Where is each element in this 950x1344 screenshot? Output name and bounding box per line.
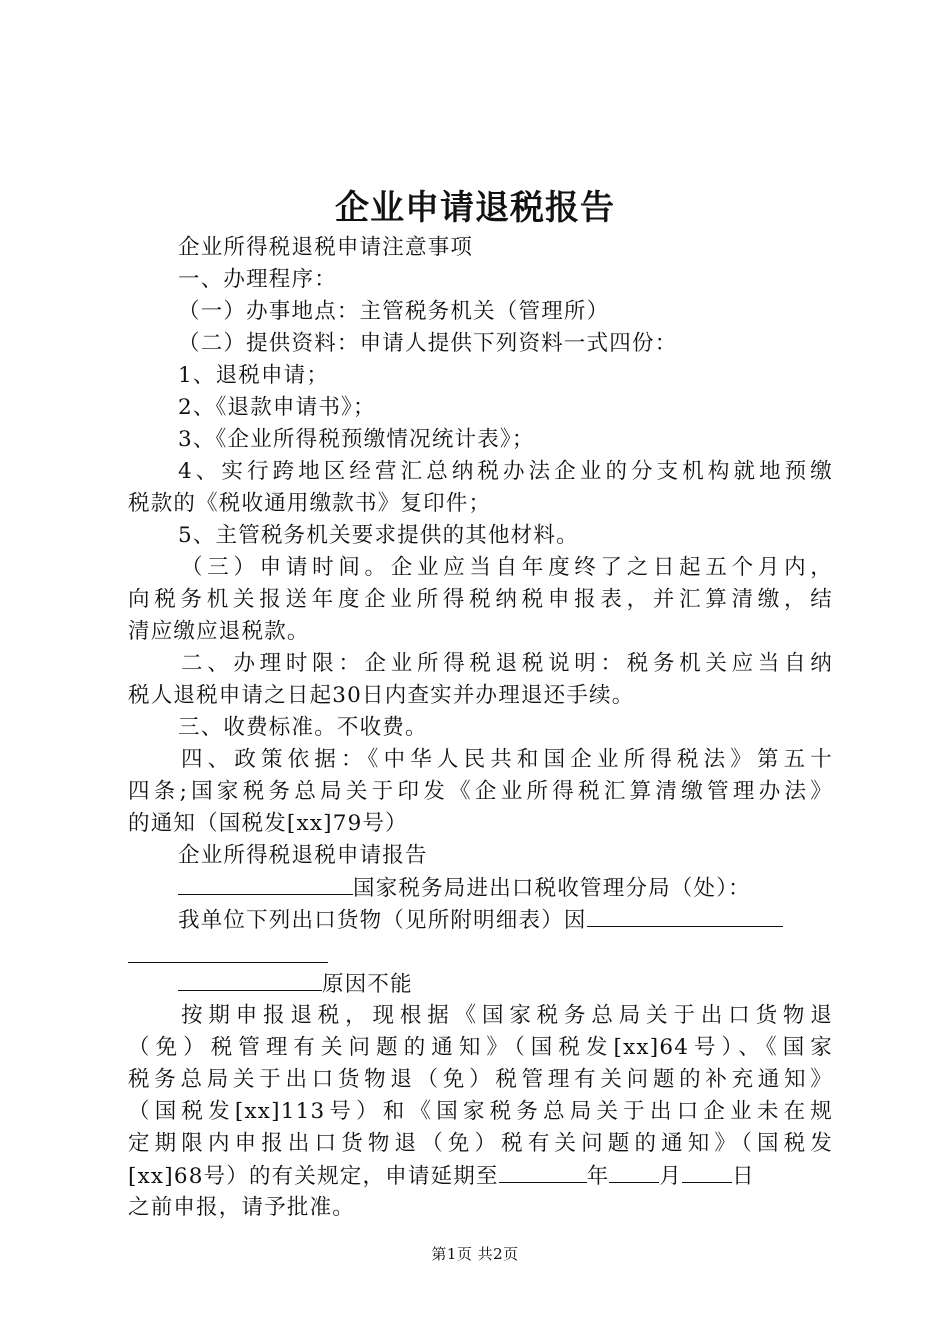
blank-line (128, 936, 833, 968)
paragraph-line: 的通知（国税发[xx]79号） (128, 811, 408, 836)
paragraph-line: 一、办理程序： (178, 267, 337, 292)
paragraph-line: 二、办理时限：企业所得税退税说明：税务机关应当自纳 (181, 651, 833, 676)
paragraph-line: 清应缴应退税款。 (128, 619, 310, 644)
paragraph-line: 三、收费标准。不收费。 (178, 715, 428, 740)
reason-cont-text: 原因不能 (322, 972, 413, 997)
document-title: 企业申请退税报告 (335, 188, 615, 228)
addressee-text: 国家税务局进出口税收管理分局（处）： (353, 876, 751, 901)
paragraph-line: （一）办事地点：主管税务机关（管理所） (178, 299, 610, 324)
year-label: 年 (586, 1164, 610, 1189)
paragraph-line: 四条;国家税务总局关于印发《企业所得税汇算清缴管理办法》 (128, 779, 833, 804)
reason-text: 我单位下列出口货物（见所附明细表）因 (178, 908, 587, 933)
paragraph-line: 2、《退款申请书》； (178, 395, 376, 420)
paragraph-line: （二）提供资料：申请人提供下列资料一式四份： (178, 331, 678, 356)
paragraph-line: 税款的《税收通用缴款书》复印件； (128, 491, 492, 516)
paragraph-line: 5、主管税务机关要求提供的其他材料。 (178, 523, 579, 548)
addressee-line (128, 872, 833, 904)
paragraph-line: 向税务机关报送年度企业所得税纳税申报表，并汇算清缴，结 (128, 587, 833, 612)
day-label: 日 (732, 1164, 755, 1189)
paragraph-line: 税人退税申请之日起30日内查实并办理退还手续。 (128, 683, 635, 708)
paragraph-line: 之前申报，请予批准。 (128, 1195, 356, 1220)
document-body (128, 232, 833, 1224)
blank-field (609, 1160, 659, 1183)
blank-field (587, 904, 783, 927)
paragraph-line: （国税发[xx]113号）和《国家税务总局关于出口企业未在规 (128, 1099, 833, 1124)
page-number: 第1页 共2页 (431, 1245, 519, 1263)
month-label: 月 (659, 1164, 683, 1189)
paragraph-line: 按期申报退税，现根据《国家税务总局关于出口货物退 (181, 1003, 833, 1028)
blank-field (682, 1160, 732, 1183)
paragraph-line: 企业所得税退税申请注意事项 (178, 235, 474, 260)
blank-field (178, 968, 322, 991)
blank-field (499, 1160, 587, 1183)
paragraph-line: 税务总局关于出口货物退（免）税管理有关问题的补充通知》 (128, 1067, 833, 1092)
deadline-text: [xx]68号）的有关规定，申请延期至 (128, 1164, 499, 1189)
paragraph-line: 4、实行跨地区经营汇总纳税办法企业的分支机构就地预缴 (178, 459, 833, 484)
paragraph-line: （免）税管理有关问题的通知》（国税发[xx]64号）、《国家 (128, 1035, 833, 1060)
paragraph-line: （三）申请时间。企业应当自年度终了之日起五个月内， (181, 555, 833, 580)
paragraph-line: 定期限内申报出口货物退（免）税有关问题的通知》（国税发 (128, 1131, 833, 1156)
paragraph-line: 企业所得税退税申请报告 (178, 843, 428, 868)
reason-line (128, 904, 833, 936)
blank-field (178, 872, 353, 895)
blank-rule (128, 962, 328, 963)
paragraph-line: 四、政策依据：《中华人民共和国企业所得税法》第五十 (181, 747, 833, 772)
deadline-line (128, 1160, 833, 1192)
paragraph-line: 1、退税申请； (178, 363, 330, 388)
paragraph-line: 3、《企业所得税预缴情况统计表》； (178, 427, 535, 452)
reason-cont-line (128, 968, 833, 1000)
